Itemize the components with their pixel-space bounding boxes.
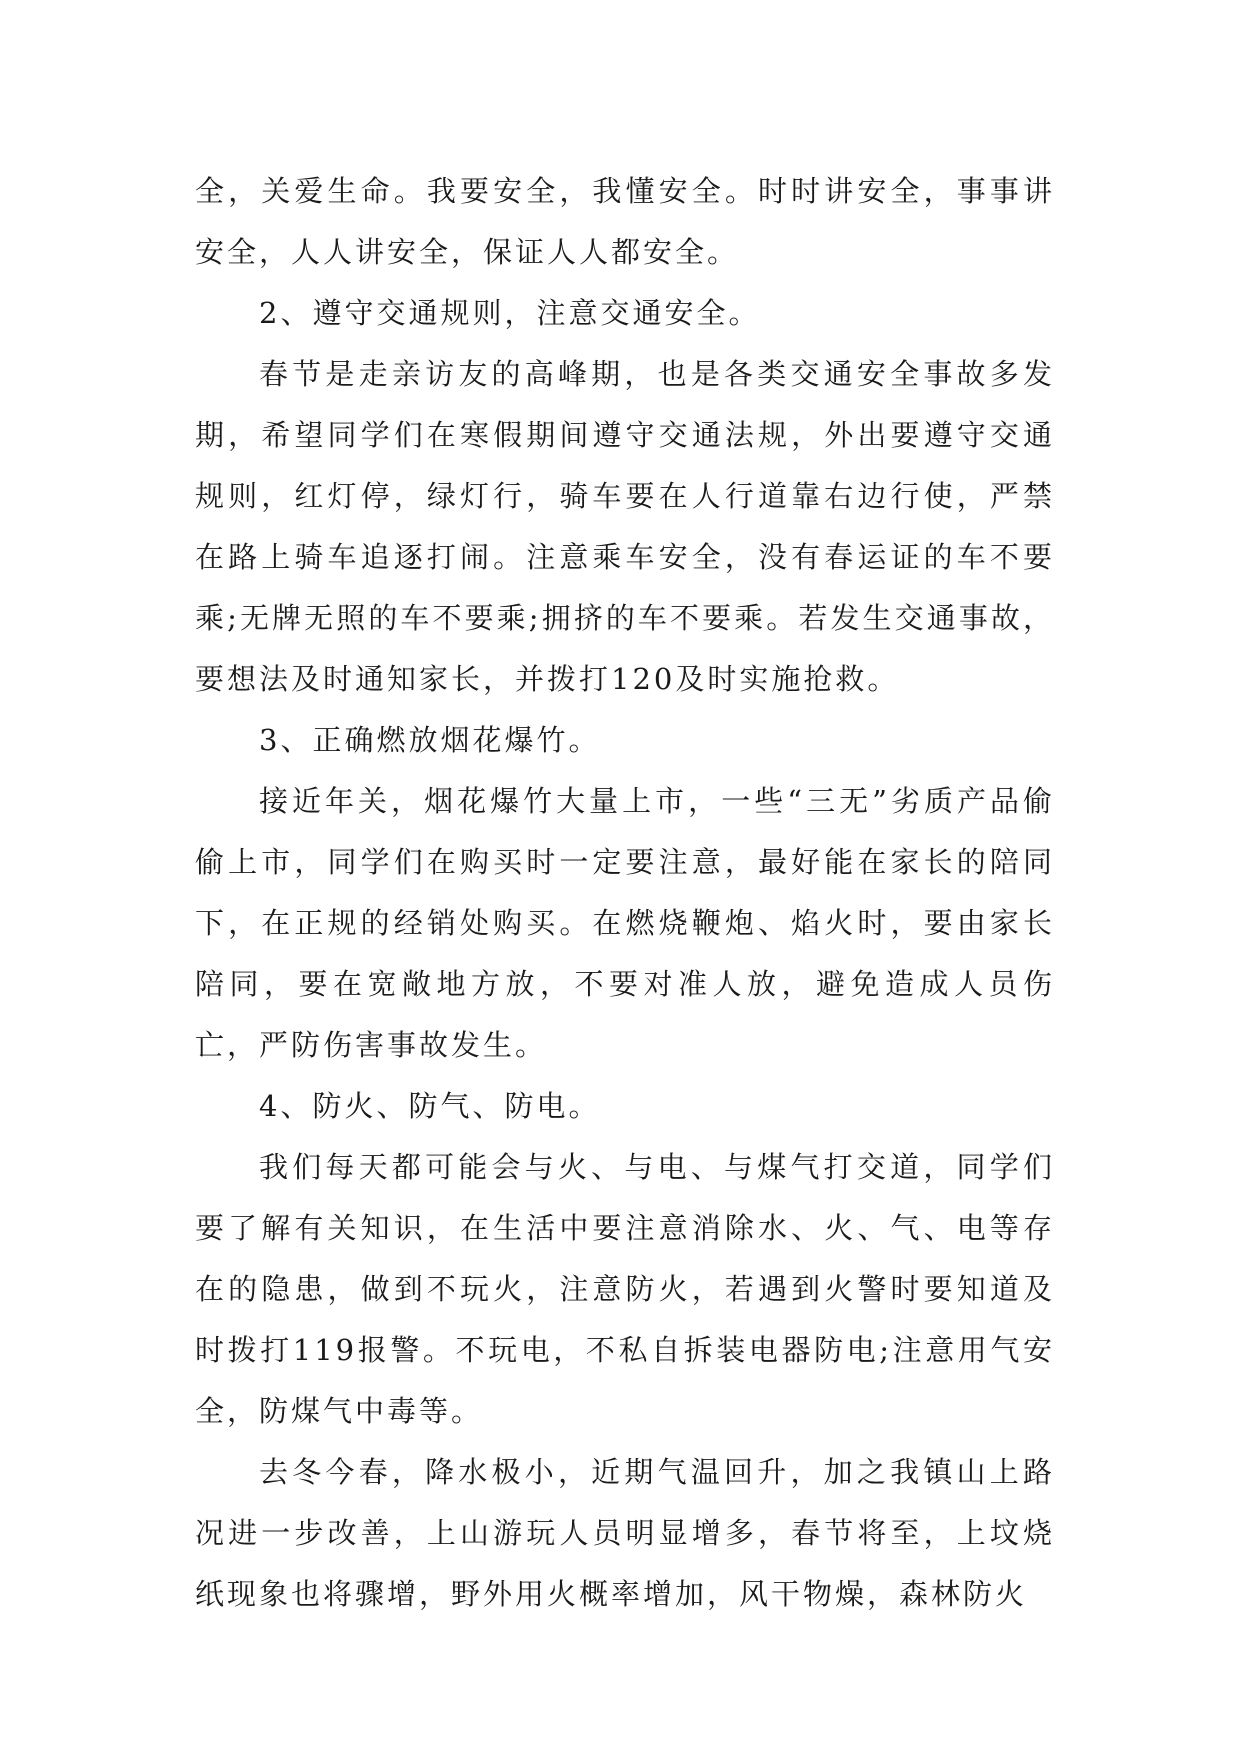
paragraph-fire-gas-electric: 我们每天都可能会与火、与电、与煤气打交道，同学们要了解有关知识，在生活中要注意消除水、火、气、电等存在的隐患，做到不玩火，注意防火，若遇到火警时要知道及时拨打119报警。不玩电，不私自拆装电器防电;注意用气安全，防煤气中毒等。 <box>195 1150 1055 1428</box>
section-heading-fire-gas-electric: 4、防火、防气、防电。 <box>259 1089 601 1123</box>
paragraph-forest-fire: 去冬今春，降水极小，近期气温回升，加之我镇山上路况进一步改善，上山游玩人员明显增多，春节将至，上坟烧纸现象也将骤增，野外用火概率增加，风干物燥，森林防火 <box>195 1455 1055 1611</box>
section-heading-fireworks: 3、正确燃放烟花爆竹。 <box>259 723 601 757</box>
document-body <box>195 161 1055 1625</box>
paragraph-fireworks: 接近年关，烟花爆竹大量上市，一些“三无”劣质产品偷偷上市，同学们在购买时一定要注意，最好能在家长的陪同下，在正规的经销处购买。在燃烧鞭炮、焰火时，要由家长陪同，要在宽敞地方放，不要对准人放，避免造成人员伤亡，严防伤害事故发生。 <box>195 784 1055 1062</box>
paragraph-1: 全，关爱生命。我要安全，我懂安全。时时讲安全，事事讲安全，人人讲安全，保证人人都安全。 <box>195 174 1055 269</box>
section-heading-traffic: 2、遵守交通规则，注意交通安全。 <box>259 296 761 330</box>
paragraph-traffic: 春节是走亲访友的高峰期，也是各类交通安全事故多发期，希望同学们在寒假期间遵守交通法规，外出要遵守交通规则，红灯停，绿灯行，骑车要在人行道靠右边行使，严禁在路上骑车追逐打闹。注意乘车安全，没有春运证的车不要乘;无牌无照的车不要乘;拥挤的车不要乘。若发生交通事故，要想法及时通知家长，并拨打120及时实施抢救。 <box>195 357 1055 696</box>
